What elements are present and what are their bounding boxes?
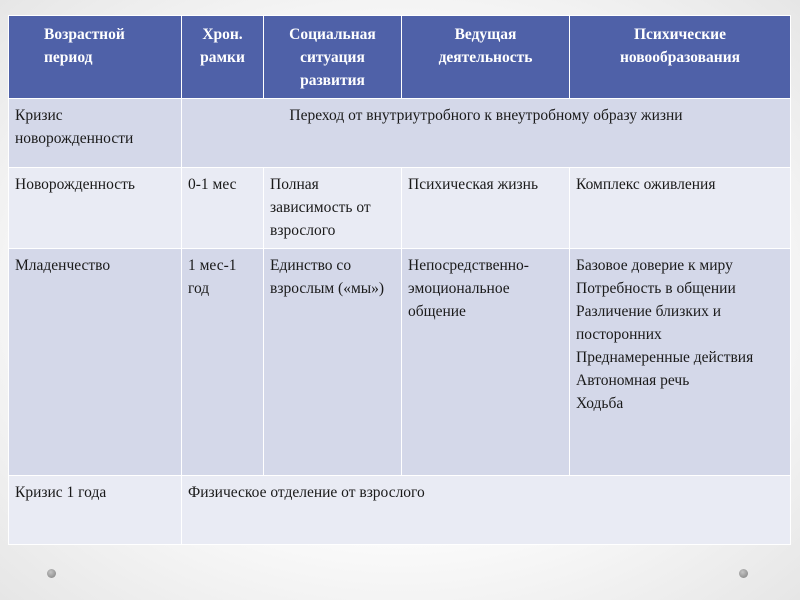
header-age-period: Возрастной период — [9, 16, 182, 99]
cell-leading-activity: Психическая жизнь — [402, 168, 570, 249]
header-row — [9, 16, 791, 99]
header-mental-formations: Психические новообразования — [570, 16, 791, 99]
cell-time-frame: 1 мес-1 год — [182, 249, 264, 476]
formation-item: Преднамеренные действия — [576, 349, 754, 366]
table-row — [9, 168, 791, 249]
cell-period: Младенчество — [9, 249, 182, 476]
cell-mental-formations — [570, 249, 791, 476]
table-row — [9, 476, 791, 545]
header-leading-activity: Ведущая деятельность — [402, 16, 570, 99]
right-bullet-icon — [739, 569, 748, 578]
left-bullet-icon — [47, 569, 56, 578]
cell-transition: Переход от внутриутробного к внеутробному образу жизни — [182, 99, 791, 168]
table-row — [9, 249, 791, 476]
cell-period: Новорожденность — [9, 168, 182, 249]
formation-item: Автономная речь — [576, 372, 690, 389]
development-table — [8, 15, 791, 545]
formation-item: Базовое доверие к миру — [576, 257, 733, 274]
cell-period: Кризис новорожденности — [9, 99, 182, 168]
formation-item: Комплекс оживления — [576, 176, 716, 193]
cell-social-situation: Единство со взрослым («мы») — [264, 249, 402, 476]
cell-transition: Физическое отделение от взрослого — [182, 476, 791, 545]
cell-social-situation: Полная зависимость от взрослого — [264, 168, 402, 249]
cell-mental-formations — [570, 168, 791, 249]
formation-item: Потребность в общении — [576, 280, 736, 297]
header-time-frame: Хрон. рамки — [182, 16, 264, 99]
header-social-situation: Социальная ситуация развития — [264, 16, 402, 99]
table-row — [9, 99, 791, 168]
cell-time-frame: 0-1 мес — [182, 168, 264, 249]
formation-item: Ходьба — [576, 395, 624, 412]
cell-period: Кризис 1 года — [9, 476, 182, 545]
cell-leading-activity: Непосредственно-эмоциональное общение — [402, 249, 570, 476]
formation-item: Различение близких и посторонних — [576, 303, 722, 343]
